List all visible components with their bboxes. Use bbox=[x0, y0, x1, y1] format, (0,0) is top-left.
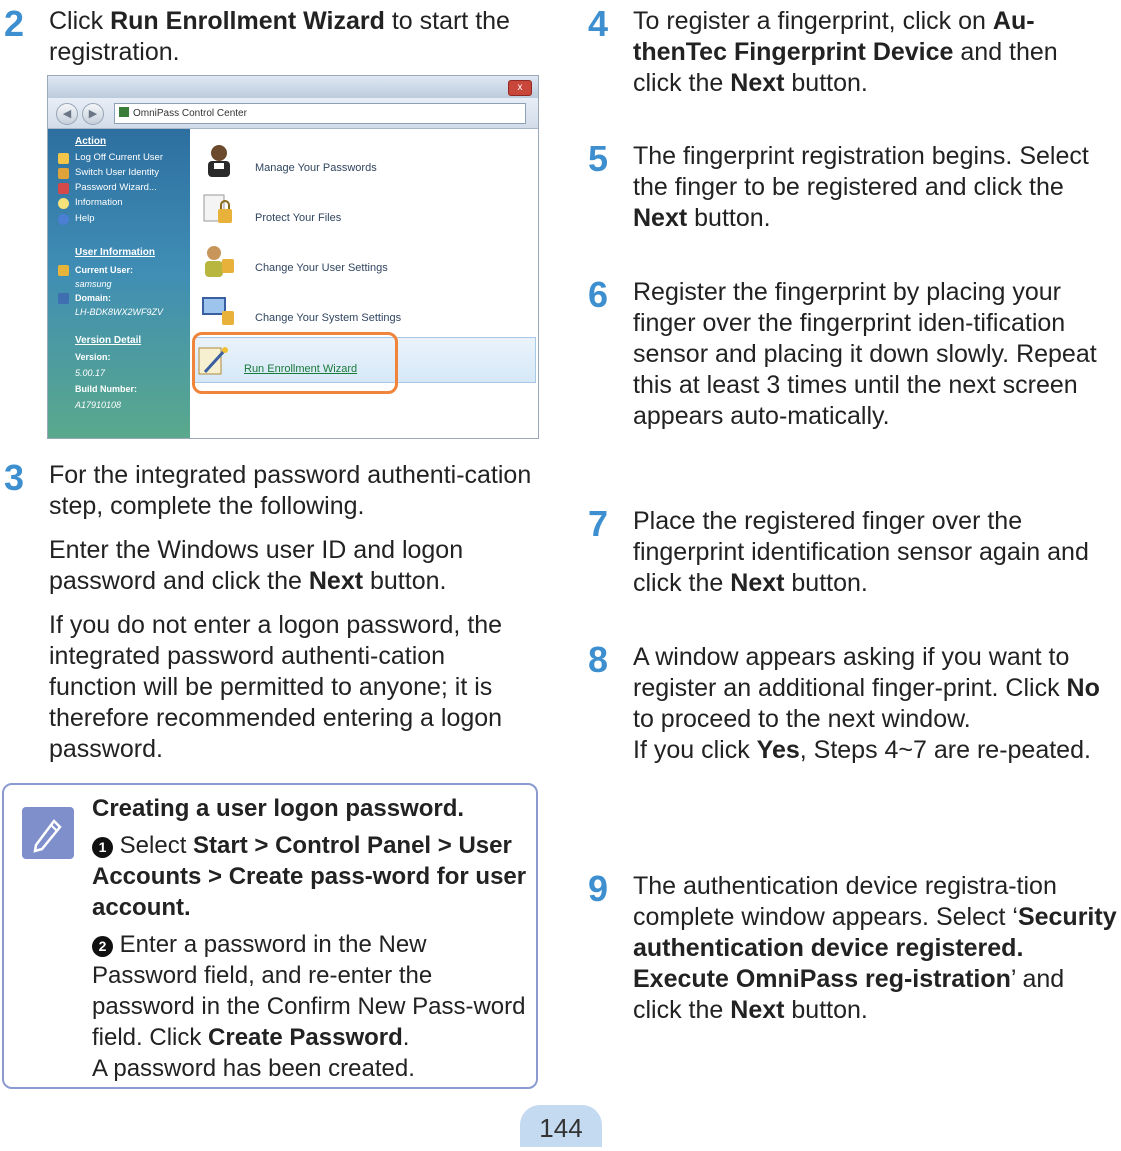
step-text-part: ’ and click the bbox=[633, 965, 1065, 1024]
step-text bbox=[633, 506, 1113, 599]
window-titlebar bbox=[48, 76, 538, 99]
note-text-bold: Start > Control Panel > User Accounts > Create pass-word for user account. bbox=[92, 832, 527, 921]
step-text-bold: Au-thenTec Fingerprint Device bbox=[633, 7, 1035, 66]
number-one-marker: 1 bbox=[92, 837, 113, 858]
domain-value: LH-BDK8WX2WF9ZV bbox=[75, 307, 164, 317]
page-number: 144 bbox=[520, 1105, 602, 1147]
window-title: OmniPass Control Center bbox=[133, 108, 247, 119]
step-number: 9 bbox=[588, 868, 609, 909]
step-text-bold: Yes bbox=[756, 736, 800, 764]
sidebar-header-action: Action bbox=[75, 136, 107, 147]
note-box bbox=[2, 783, 538, 1089]
main-item-label: Manage Your Passwords bbox=[255, 162, 377, 174]
step-text-part: The fingerprint registration begins. Select the finger to be registered and click the bbox=[633, 142, 1089, 201]
step-text-part: Place the registered finger over the fingerprint identification sensor again and click the bbox=[633, 507, 1089, 597]
note-text-part: Select bbox=[119, 832, 194, 859]
step-text-part: The authentication device registra-tion complete window appears. Select ‘ bbox=[633, 872, 1057, 931]
step-number: 6 bbox=[588, 274, 609, 315]
step-text-part: A window appears asking if you want to register an additional finger-print. Click bbox=[633, 643, 1070, 702]
step-text-bold: Security authentication device registered. Execute OmniPass reg-istration bbox=[633, 903, 1117, 993]
build-label: Build Number: bbox=[75, 384, 137, 394]
step-paragraph: For the integrated password authenti-cation step, complete the following. bbox=[49, 461, 532, 520]
step-number: 4 bbox=[588, 3, 609, 44]
step-text-bold: Next bbox=[730, 569, 785, 597]
step-text bbox=[633, 642, 1113, 766]
step-text-part: , Steps 4~7 are re-peated. bbox=[799, 736, 1091, 764]
step-paragraph: Register the fingerprint by placing your finger over the fingerprint iden-tification sensor and placing it down slowly. Repeat this at least 3 times until the next screen appears auto-matically. bbox=[633, 278, 1097, 430]
sidebar-item[interactable]: Help bbox=[75, 213, 95, 224]
step-text-bold: Next bbox=[730, 996, 785, 1024]
step-text-part: button. bbox=[687, 204, 771, 232]
step-text-part: button. bbox=[784, 569, 868, 597]
protect-files-item[interactable] bbox=[200, 187, 530, 231]
help-icon bbox=[58, 214, 69, 225]
system-settings-icon bbox=[200, 291, 238, 329]
note-text-bold: Create Password bbox=[208, 1024, 403, 1051]
step-text-bold: No bbox=[1066, 674, 1100, 702]
omnipass-screenshot bbox=[47, 75, 539, 439]
back-icon[interactable]: ◀ bbox=[56, 103, 78, 125]
sidebar bbox=[48, 129, 190, 438]
forward-icon[interactable]: ▶ bbox=[82, 103, 104, 125]
note-icon bbox=[22, 807, 74, 859]
build-value: A17910108 bbox=[75, 400, 122, 410]
highlight-frame bbox=[192, 332, 398, 394]
manage-passwords-item[interactable] bbox=[200, 137, 530, 181]
current-user-label: Current User: bbox=[75, 265, 134, 275]
step-text bbox=[49, 6, 539, 68]
main-item-label: Change Your User Settings bbox=[255, 262, 388, 274]
address-bar bbox=[48, 98, 538, 129]
step-text-part: and then click the bbox=[633, 38, 1058, 97]
note-text-line: A password has been created. bbox=[92, 1055, 415, 1082]
step-text bbox=[633, 141, 1113, 234]
domain-label: Domain: bbox=[75, 293, 111, 303]
current-user-value: samsung bbox=[75, 279, 112, 289]
sidebar-item[interactable]: Information bbox=[75, 197, 123, 208]
password-wizard-icon bbox=[58, 183, 69, 194]
main-item-label: Change Your System Settings bbox=[255, 312, 402, 324]
manage-passwords-icon bbox=[200, 141, 238, 179]
step-number: 3 bbox=[4, 457, 25, 498]
note-title: Creating a user logon password. bbox=[92, 795, 465, 822]
step-text-part: If you click bbox=[633, 736, 757, 764]
step-text-part: button. bbox=[784, 69, 868, 97]
switch-user-icon bbox=[58, 168, 69, 179]
step-number: 5 bbox=[588, 138, 609, 179]
step-text-part: button. bbox=[363, 567, 447, 595]
address-field[interactable] bbox=[114, 103, 526, 124]
step-text bbox=[49, 460, 539, 765]
step-number: 2 bbox=[4, 3, 25, 44]
step-text-bold: Next bbox=[633, 204, 688, 232]
close-button[interactable]: x bbox=[508, 80, 532, 96]
sidebar-header-version: Version Detail bbox=[75, 335, 142, 346]
step-text-part: to proceed to the next window. bbox=[633, 705, 971, 733]
sidebar-item[interactable]: Password Wizard... bbox=[75, 182, 157, 193]
system-settings-item[interactable] bbox=[200, 287, 530, 331]
step-text-bold: Next bbox=[730, 69, 785, 97]
note-text-part: Enter a password in the New Password field, and re-enter the password in the Confirm New Pass-word field. Click bbox=[92, 931, 526, 1051]
lightbulb-icon bbox=[58, 198, 69, 209]
user-settings-icon bbox=[200, 241, 238, 279]
step-number: 8 bbox=[588, 639, 609, 680]
sidebar-item[interactable]: Switch User Identity bbox=[75, 167, 159, 178]
sidebar-header-user: User Information bbox=[75, 247, 156, 258]
main-item-label: Protect Your Files bbox=[255, 212, 342, 224]
step-text-part: Click bbox=[49, 7, 111, 35]
version-label: Version: bbox=[75, 352, 111, 362]
number-two-marker: 2 bbox=[92, 936, 113, 957]
step-text-part: to start the registration. bbox=[49, 7, 510, 66]
step-paragraph: If you do not enter a logon password, the integrated password authenti-cation function will be permitted to anyone; it is therefore recommended entering a logon password. bbox=[49, 611, 503, 763]
domain-icon bbox=[58, 293, 69, 304]
main-item-label: Run Enrollment Wizard bbox=[244, 363, 358, 375]
user-settings-item[interactable] bbox=[200, 237, 530, 281]
step-text-bold: Run Enrollment Wizard bbox=[110, 7, 385, 35]
user-icon bbox=[58, 265, 69, 276]
step-text bbox=[633, 871, 1119, 1026]
app-icon bbox=[119, 107, 129, 117]
step-number: 7 bbox=[588, 503, 609, 544]
note-text-part: . bbox=[402, 1024, 410, 1051]
version-value: 5.00.17 bbox=[75, 368, 106, 378]
step-text-part: button. bbox=[784, 996, 868, 1024]
log-off-icon bbox=[58, 153, 69, 164]
note-text bbox=[92, 793, 532, 1084]
protect-files-icon bbox=[200, 191, 238, 229]
step-text-part: Enter the Windows user ID and logon password and click the bbox=[49, 536, 464, 595]
step-text bbox=[633, 277, 1103, 432]
sidebar-item[interactable]: Log Off Current User bbox=[75, 152, 164, 163]
step-text-part: To register a fingerprint, click on bbox=[633, 7, 993, 35]
step-text-bold: Next bbox=[308, 567, 364, 595]
step-text bbox=[633, 6, 1113, 99]
